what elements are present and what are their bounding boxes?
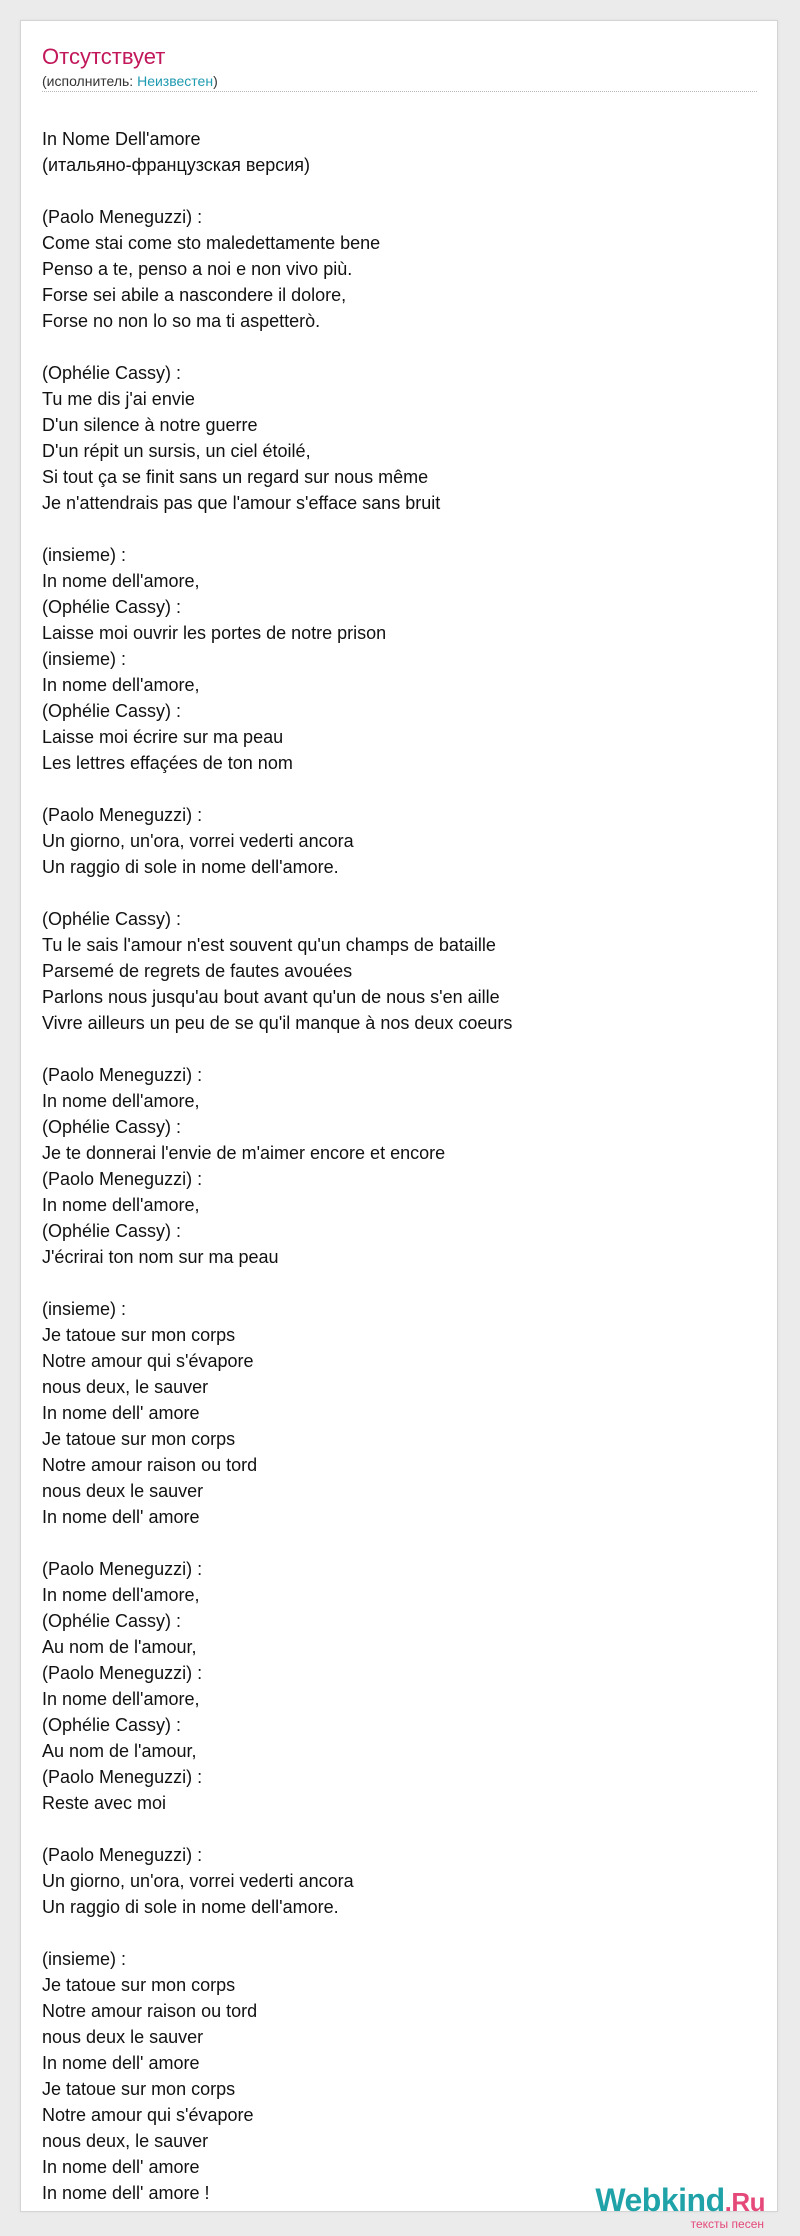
- lyric-line: In nome dell' amore: [42, 1403, 200, 1423]
- lyric-line: Parlons nous jusqu'au bout avant qu'un de nous s'en aille: [42, 987, 500, 1007]
- lyric-line: J'écrirai ton nom sur ma peau: [42, 1247, 279, 1267]
- lyric-line: (Ophélie Cassy) :: [42, 1715, 182, 1735]
- lyric-line: In nome dell'amore,: [42, 1195, 200, 1215]
- lyric-line: nous deux le sauver: [42, 1481, 204, 1501]
- logo-tld: .Ru: [724, 2187, 765, 2217]
- lyric-line: (insieme) :: [42, 1949, 127, 1969]
- lyric-line: (Ophélie Cassy) :: [42, 909, 182, 929]
- lyric-line: Je tatoue sur mon corps: [42, 1325, 236, 1345]
- lyric-line: (Ophélie Cassy) :: [42, 1221, 182, 1241]
- lyric-line: (insieme) :: [42, 649, 127, 669]
- lyric-line: (итальяно-французская версия): [42, 155, 311, 175]
- lyric-line: In nome dell'amore,: [42, 1585, 200, 1605]
- lyric-line: Forse sei abile a nascondere il dolore,: [42, 285, 347, 305]
- stanza-gap: [42, 1816, 512, 1842]
- lyric-line: Tu me dis j'ai envie: [42, 389, 195, 409]
- lyric-line: (Paolo Meneguzzi) :: [42, 1169, 203, 1189]
- lyric-line: Si tout ça se finit sans un regard sur nous même: [42, 467, 429, 487]
- stanza-gap: [42, 776, 512, 802]
- lyric-line: Reste avec moi: [42, 1793, 167, 1813]
- lyric-line: (Paolo Meneguzzi) :: [42, 1845, 203, 1865]
- lyric-line: Un giorno, un'ora, vorrei vederti ancora: [42, 831, 354, 851]
- lyric-line: (Ophélie Cassy) :: [42, 701, 182, 721]
- stanza-gap: [42, 1036, 512, 1062]
- lyric-line: D'un répit un sursis, un ciel étoilé,: [42, 441, 311, 461]
- lyric-line: Penso a te, penso a noi e non vivo più.: [42, 259, 353, 279]
- lyric-line: In nome dell'amore,: [42, 1091, 200, 1111]
- stanza-gap: [42, 516, 512, 542]
- lyric-line: In nome dell' amore !: [42, 2183, 210, 2203]
- artist-link[interactable]: Неизвестен: [137, 73, 214, 89]
- lyric-line: Je tatoue sur mon corps: [42, 1429, 236, 1449]
- lyric-line: (Paolo Meneguzzi) :: [42, 805, 203, 825]
- stanza-gap: [42, 1270, 512, 1296]
- lyric-line: (Ophélie Cassy) :: [42, 1117, 182, 1137]
- lyric-line: (Paolo Meneguzzi) :: [42, 1767, 203, 1787]
- lyric-line: In nome dell' amore: [42, 2157, 200, 2177]
- lyric-line: (Paolo Meneguzzi) :: [42, 1663, 203, 1683]
- stanza-gap: [42, 178, 512, 204]
- lyrics-card: [20, 20, 778, 2231]
- lyric-line: Je tatoue sur mon corps: [42, 1975, 236, 1995]
- lyric-line: Notre amour raison ou tord: [42, 2001, 258, 2021]
- lyric-line: Les lettres effaçées de ton nom: [42, 753, 293, 773]
- artist-line: [42, 72, 218, 90]
- lyric-line: (Paolo Meneguzzi) :: [42, 1065, 203, 1085]
- lyric-line: Notre amour qui s'évapore: [42, 2105, 254, 2125]
- lyric-line: Parsemé de regrets de fautes avouées: [42, 961, 353, 981]
- lyric-line: In nome dell'amore,: [42, 571, 200, 591]
- artist-suffix: ): [213, 73, 218, 89]
- lyric-line: Un raggio di sole in nome dell'amore.: [42, 1897, 339, 1917]
- lyric-line: In nome dell'amore,: [42, 1689, 200, 1709]
- lyric-line: In Nome Dell'amore: [42, 129, 201, 149]
- lyric-line: nous deux, le sauver: [42, 2131, 209, 2151]
- lyric-line: (Ophélie Cassy) :: [42, 1611, 182, 1631]
- lyric-line: Notre amour qui s'évapore: [42, 1351, 254, 1371]
- lyric-line: In nome dell' amore: [42, 2053, 200, 2073]
- lyric-line: Laisse moi ouvrir les portes de notre prison: [42, 623, 387, 643]
- lyric-line: Forse no non lo so ma ti aspetterò.: [42, 311, 321, 331]
- lyric-line: Notre amour raison ou tord: [42, 1455, 258, 1475]
- lyric-line: Je te donnerai l'envie de m'aimer encore et encore: [42, 1143, 446, 1163]
- lyric-line: (Paolo Meneguzzi) :: [42, 207, 203, 227]
- lyric-line: (insieme) :: [42, 545, 127, 565]
- lyric-line: (insieme) :: [42, 1299, 127, 1319]
- stanza-gap: [42, 1530, 512, 1556]
- lyric-line: (Ophélie Cassy) :: [42, 363, 182, 383]
- lyric-line: (Paolo Meneguzzi) :: [42, 1559, 203, 1579]
- lyric-line: Au nom de l'amour,: [42, 1741, 197, 1761]
- lyric-line: Un raggio di sole in nome dell'amore.: [42, 857, 339, 877]
- lyric-line: Come stai come sto maledettamente bene: [42, 233, 381, 253]
- stanza-gap: [42, 880, 512, 906]
- lyric-line: nous deux le sauver: [42, 2027, 204, 2047]
- lyric-line: Au nom de l'amour,: [42, 1637, 197, 1657]
- stanza-gap: [42, 334, 512, 360]
- logo-wordmark: [595, 2183, 765, 2219]
- lyric-line: Vivre ailleurs un peu de se qu'il manque à nos deux coeurs: [42, 1013, 513, 1033]
- lyric-line: nous deux, le sauver: [42, 1377, 209, 1397]
- lyric-line: Je tatoue sur mon corps: [42, 2079, 236, 2099]
- song-title: Отсутствует: [42, 44, 166, 69]
- stanza-gap: [42, 1920, 512, 1946]
- lyric-line: In nome dell'amore,: [42, 675, 200, 695]
- logo-tagline: тексты песен: [690, 2217, 764, 2231]
- lyric-line: In nome dell' amore: [42, 1507, 200, 1527]
- logo-word: Webkind: [595, 2182, 725, 2218]
- dotted-divider: [42, 91, 757, 92]
- site-logo[interactable]: [584, 2183, 784, 2233]
- lyric-line: D'un silence à notre guerre: [42, 415, 258, 435]
- lyric-line: (Ophélie Cassy) :: [42, 597, 182, 617]
- lyric-line: Un giorno, un'ora, vorrei vederti ancora: [42, 1871, 354, 1891]
- lyric-line: Tu le sais l'amour n'est souvent qu'un champs de bataille: [42, 935, 496, 955]
- lyric-line: Laisse moi écrire sur ma peau: [42, 727, 284, 747]
- lyrics-body: [42, 126, 512, 2206]
- artist-prefix: (исполнитель:: [42, 73, 138, 89]
- lyric-line: Je n'attendrais pas que l'amour s'efface sans bruit: [42, 493, 441, 513]
